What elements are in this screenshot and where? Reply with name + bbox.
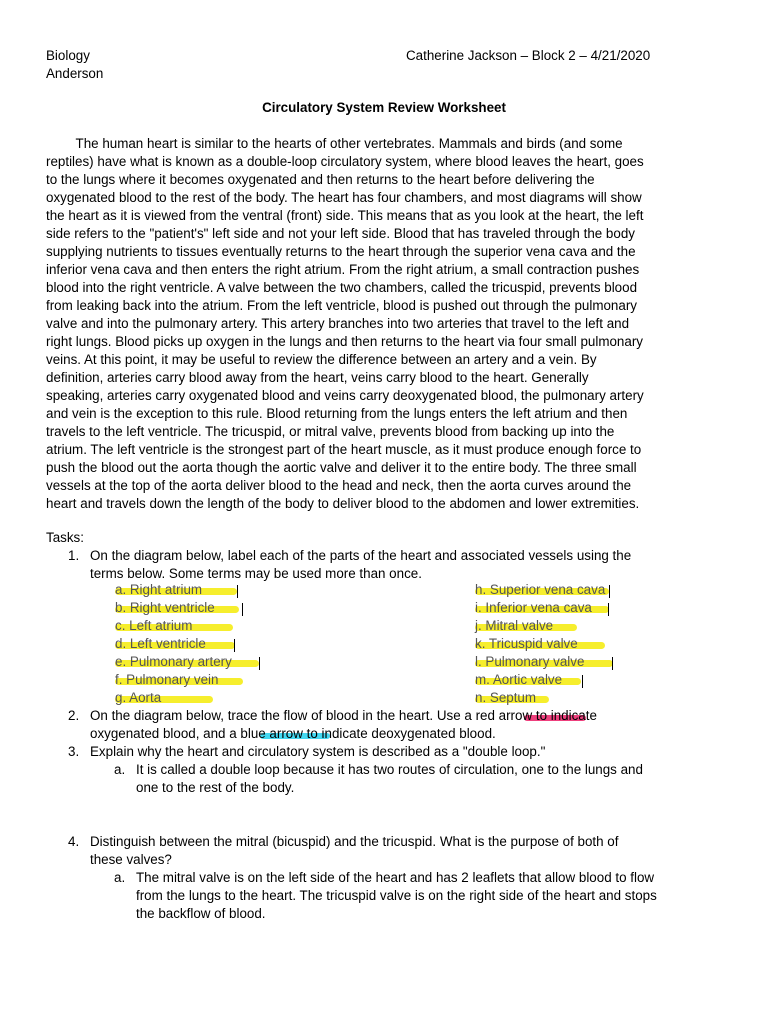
cursor-mark (237, 585, 238, 598)
term-item: a. Right atrium (115, 582, 203, 597)
term-item: k. Tricuspid valve (475, 636, 578, 651)
cursor-mark (234, 639, 235, 652)
answer-label: a. (114, 870, 126, 885)
task-number: 1. (68, 548, 80, 563)
term-item: l. Pulmonary valve (475, 654, 585, 669)
paragraph-line: blood into the right ventricle. A valve between the two chambers, called the tricuspid, prevents blood (46, 280, 638, 295)
paragraph-line: travels to the left ventricle. The tricuspid, or mitral valve, prevents blood from backing up into the (46, 424, 615, 439)
paragraph-line: vessels at the top of the aorta deliver blood to the head and neck, then the aorta curves around the (46, 478, 632, 493)
cursor-mark (612, 657, 613, 670)
task2-line: oxygenated blood, and a blue arrow to indicate deoxygenated blood. (90, 726, 496, 741)
task-number: 3. (68, 744, 80, 759)
task3-question: Explain why the heart and circulatory system is described as a "double loop." (90, 744, 546, 759)
task1-line: terms below. Some terms may be used more than once. (90, 566, 422, 581)
task3-answer-line: It is called a double loop because it has two routes of circulation, one to the lungs and (136, 762, 643, 777)
paragraph-line: the heart as it is viewed from the ventral (front) side. This means that as you look at the heart, the left (46, 208, 644, 223)
answer-label: a. (114, 762, 126, 777)
paragraph-line: The human heart is similar to the hearts of other vertebrates. Mammals and birds (and some (46, 136, 623, 151)
term-item: h. Superior vena cava (475, 582, 606, 597)
cursor-mark (582, 675, 583, 688)
task1-line: On the diagram below, label each of the parts of the heart and associated vessels using the (90, 548, 632, 563)
term-item: j. Mitral valve (475, 618, 554, 633)
term-item: b. Right ventricle (115, 600, 215, 615)
term-item: e. Pulmonary artery (115, 654, 232, 669)
task4-answer-line: the backflow of blood. (136, 906, 266, 921)
term-item: m. Aortic valve (475, 672, 563, 687)
term-item: g. Aorta (115, 690, 162, 705)
term-item: i. Inferior vena cava (475, 600, 592, 615)
paragraph-line: push the blood out the aorta though the aortic valve and deliver it to the entire body. The three small (46, 460, 637, 475)
paragraph-line: and vein is the exception to this rule. Blood returning from the lungs enters the left atrium and then (46, 406, 628, 421)
paragraph-line: veins. At this point, it may be useful to review the difference between an artery and a vein. By (46, 352, 597, 367)
paragraph-line: valve and into the pulmonary artery. This artery branches into two arteries that travel to the left and (46, 316, 630, 331)
paragraph-line: supplying nutrients to tissues eventually returns to the heart through the superior vena cava and the (46, 244, 636, 259)
task4-answer-line: from the lungs to the heart. The tricuspid valve is on the right side of the heart and stops (136, 888, 657, 903)
task4-question: Distinguish between the mitral (bicuspid) and the tricuspid. What is the purpose of both of (90, 834, 619, 849)
cursor-mark (259, 657, 260, 670)
task4-question: these valves? (90, 852, 172, 867)
task-number: 2. (68, 708, 80, 723)
task3-answer-line: one to the rest of the body. (136, 780, 295, 795)
worksheet-title: Circulatory System Review Worksheet (262, 100, 506, 115)
student-info: Catherine Jackson – Block 2 – 4/21/2020 (406, 48, 651, 63)
paragraph-line: side refers to the "patient's" left side and not your left side. Blood that has traveled through the body (46, 226, 635, 241)
paragraph-line: to the lungs where it becomes oxygenated and then returns to the heart before delivering the (46, 172, 595, 187)
cursor-mark (609, 585, 610, 598)
cursor-mark (242, 603, 243, 616)
task4-answer-line: The mitral valve is on the left side of the heart and has 2 leaflets that allow blood to flow (136, 870, 655, 885)
paragraph-line: right lungs. Blood picks up oxygen in the lungs and then returns to the heart via four small pulmonary (46, 334, 643, 349)
paragraph-line: heart and travels down the length of the body to deliver blood to the abdomen and lower extremities. (46, 496, 640, 511)
term-item: d. Left ventricle (115, 636, 206, 651)
paragraph-line: inferior vena cava and then enters the right atrium. From the right atrium, a small contraction pushes (46, 262, 640, 277)
subject-label: Biology (46, 48, 90, 63)
tasks-label: Tasks: (46, 530, 84, 545)
term-item: c. Left atrium (115, 618, 193, 633)
task2-line: On the diagram below, trace the flow of blood in the heart. Use a red arrow to indicate (90, 708, 597, 723)
term-item: n. Septum (475, 690, 537, 705)
paragraph-line: definition, arteries carry blood away from the heart, veins carry blood to the heart. Generally (46, 370, 589, 385)
paragraph-line: from leaking back into the atrium. From the left ventricle, blood is pushed out through the pulmonary (46, 298, 637, 313)
paragraph-line: reptiles) have what is known as a double-loop circulatory system, where blood leaves the heart, goes (46, 154, 644, 169)
paragraph-line: atrium. The left ventricle is the strongest part of the heart muscle, as it must produce enough force to (46, 442, 642, 457)
task-number: 4. (68, 834, 80, 849)
term-item: f. Pulmonary vein (115, 672, 219, 687)
paragraph-line: oxygenated blood to the rest of the body. The heart has four chambers, and most diagrams will show (46, 190, 642, 205)
paragraph-line: speaking, arteries carry oxygenated blood and veins carry deoxygenated blood, the pulmonary artery (46, 388, 644, 403)
cursor-mark (608, 603, 609, 616)
teacher-label: Anderson (46, 66, 104, 81)
